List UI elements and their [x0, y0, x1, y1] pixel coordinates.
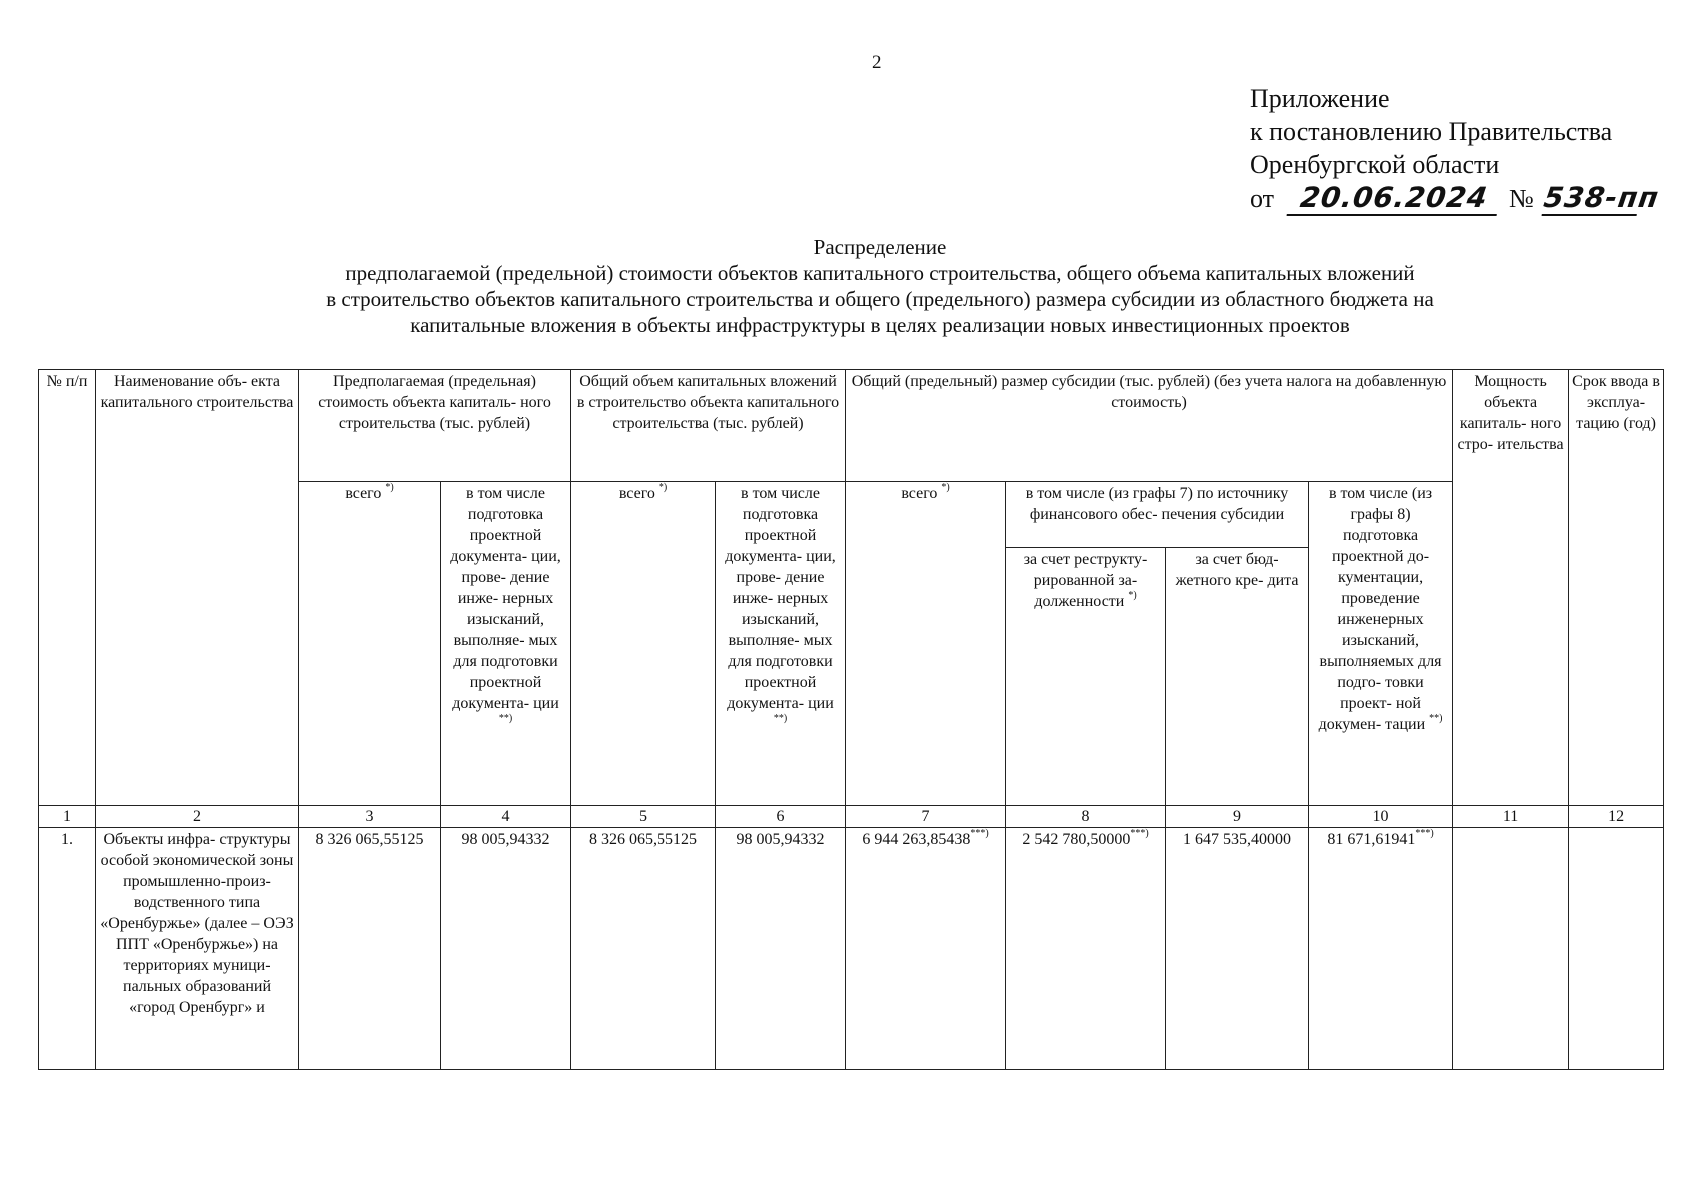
incl-design-col8-label: в том числе (из графы 8) подготовка проектной до- кументации, проведение инженерных изысканий, выполняемых для подго- товки проект- ной докумен- тации: [1318, 485, 1442, 733]
header-incl-design-col10: [1309, 482, 1453, 806]
appendix-line-2: к постановлению Правительства: [1250, 117, 1613, 146]
row-col8-value: 2 542 780,50000: [1022, 831, 1131, 848]
incl-design-col8-note: **): [1429, 712, 1443, 724]
column-number: 6: [716, 806, 846, 828]
column-number: 11: [1453, 806, 1569, 828]
header-estimated-cost: Предполагаемая (предельная) стоимость объекта капиталь- ного строительства (тыс. рублей): [299, 370, 571, 482]
row-col9-value: 1 647 535,40000: [1166, 828, 1309, 1070]
document-title: [180, 234, 1580, 338]
column-number: 3: [299, 806, 441, 828]
title-line-2: предполагаемой (предельной) стоимости объектов капитального строительства, общего объема капитальных вложений: [345, 261, 1415, 285]
column-number: 7: [846, 806, 1006, 828]
appendix-block: [1250, 82, 1662, 216]
header-total-col3: [299, 482, 441, 806]
incl-design-label: в том числе подготовка проектной документа- ции, прове- дение инже- нерных изысканий, выполняе- мых для подготовки проектной документа- ции: [725, 485, 836, 712]
header-total-col5: [571, 482, 716, 806]
column-number: 9: [1166, 806, 1309, 828]
header-capacity: Мощность объекта капиталь- ного стро- ительства: [1453, 370, 1569, 806]
row-col10-cell: [1309, 828, 1453, 1070]
row-col10-note: ***): [1415, 827, 1434, 839]
column-number: 2: [96, 806, 299, 828]
header-incl-design-col4: [441, 482, 571, 806]
row-col11-value: [1453, 828, 1569, 1070]
header-subsidy-sources: в том числе (из графы 7) по источнику финансового обес- печения субсидии: [1006, 482, 1309, 548]
column-number: 10: [1309, 806, 1453, 828]
column-number: 8: [1006, 806, 1166, 828]
header-restructured-debt: [1006, 548, 1166, 806]
column-number-row: [39, 806, 1664, 828]
row-col7-cell: [846, 828, 1006, 1070]
appendix-line-4: [1250, 181, 1662, 216]
number-label: №: [1509, 184, 1534, 213]
restructured-debt-note: *): [1128, 589, 1137, 601]
row-col6-value: 98 005,94332: [716, 828, 846, 1070]
row-col7-value: 6 944 263,85438: [862, 831, 971, 848]
total-label: всего: [901, 485, 938, 502]
total-label: всего: [618, 485, 655, 502]
row-col5-value: 8 326 065,55125: [571, 828, 716, 1070]
column-number: 12: [1569, 806, 1664, 828]
column-number: 4: [441, 806, 571, 828]
title-line-4: капитальные вложения в объекты инфраструктуры в целях реализации новых инвестиционных проектов: [410, 313, 1350, 337]
row-object-name: Объекты инфра- структуры особой экономической зоны промышленно-произ- водственного типа «Оренбуржье» (далее – ОЭЗ ППТ «Оренбуржье») на территориях муници- пальных образований «город Оренбург» и: [96, 828, 299, 1070]
incl-design-note: **): [773, 712, 788, 724]
header-capital-investment: Общий объем капитальных вложений в строительство объекта капитального строительства (тыс. рублей): [571, 370, 846, 482]
header-commissioning: Срок ввода в эксплуа- тацию (год): [1569, 370, 1664, 806]
row-num: 1.: [39, 828, 96, 1070]
header-budget-credit: за счет бюд- жетного кре- дита: [1166, 548, 1309, 806]
header-row-1: [39, 370, 1664, 482]
total-label: всего: [345, 485, 382, 502]
row-col4-value: 98 005,94332: [441, 828, 571, 1070]
handwritten-number: 538-пп: [1542, 181, 1662, 214]
restructured-debt-label: за счет реструкту- рированной за- долженности: [1023, 551, 1148, 610]
total-note: *): [941, 481, 950, 493]
title-line-1: Распределение: [813, 235, 947, 259]
row-col10-value: 81 671,61941: [1327, 831, 1416, 848]
from-label: от: [1250, 184, 1275, 213]
title-line-3: в строительство объектов капитального строительства и общего (предельного) размера субсидии из областного бюджета на: [326, 287, 1434, 311]
header-subsidy: Общий (предельный) размер субсидии (тыс. рублей) (без учета налога на добавленную стоимость): [846, 370, 1453, 482]
header-total-col7: [846, 482, 1006, 806]
column-number: 1: [39, 806, 96, 828]
table-row: [39, 828, 1664, 1070]
row-col7-note: ***): [970, 827, 989, 839]
total-note: *): [385, 481, 394, 493]
row-col12-value: [1569, 828, 1664, 1070]
appendix-line-1: Приложение: [1250, 84, 1390, 113]
row-col3-value: 8 326 065,55125: [299, 828, 441, 1070]
row-col8-cell: [1006, 828, 1166, 1070]
column-number: 5: [571, 806, 716, 828]
handwritten-date: 20.06.2024: [1286, 181, 1501, 216]
row-col8-note: ***): [1130, 827, 1149, 839]
incl-design-label: в том числе подготовка проектной документа- ции, прове- дение инже- нерных изысканий, выполняе- мых для подготовки проектной документа- ции: [450, 485, 561, 712]
distribution-table: [38, 369, 1664, 1070]
header-incl-design-col6: [716, 482, 846, 806]
header-name: Наименование объ- екта капитального строительства: [96, 370, 299, 806]
page-number: 2: [872, 52, 882, 73]
appendix-line-3: Оренбургской области: [1250, 150, 1500, 179]
total-note: *): [658, 481, 668, 493]
header-num: № п/п: [39, 370, 96, 806]
incl-design-note: **): [498, 712, 513, 724]
